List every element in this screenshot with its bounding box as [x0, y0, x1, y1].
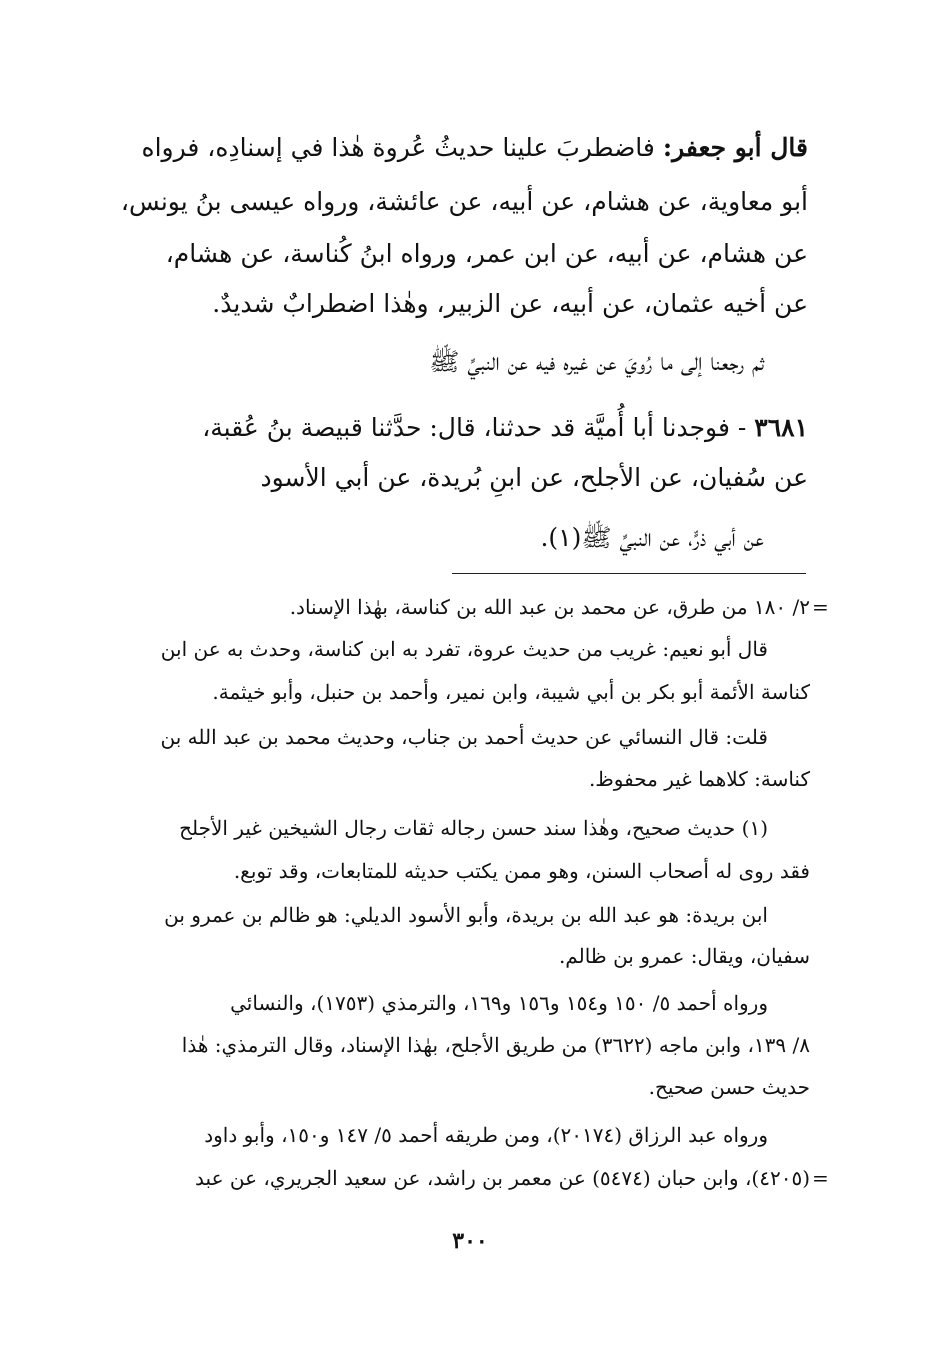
main-paragraph-line [142, 128, 809, 168]
hadith-number: ٣٦٨١ [754, 413, 808, 442]
footnote-line: ابن بريدة: هو عبد الله بن بريدة، وأبو الأسود الديلي: هو ظالم بن عمرو بن [164, 903, 768, 927]
continuation-marker: = [812, 1166, 829, 1190]
main-paragraph-line: عن أخيه عثمان، عن أبيه، عن الزبير، وهٰذا اضطرابٌ شديدٌ. [212, 289, 808, 318]
footnote-line: ٨/ ١٣٩، وابن ماجه (٣٦٢٢) من طريق الأجلح، بهٰذا الإسناد، وقال الترمذي: هٰذا [181, 1033, 810, 1057]
footnote-line: سفيان، ويقال: عمرو بن ظالم. [558, 944, 810, 968]
hadith-line-text: - فوجدنا أبا أُميَّة قد حدثنا، قال: حدَّثنا قبيصة بنُ عُقبة، [202, 413, 747, 442]
footnote-line: كناسة: كلاهما غير محفوظ. [588, 767, 810, 791]
footnote-line: (٤٢٠٥)، وابن حبان (٥٤٧٤) عن معمر بن راشد، عن سعيد الجريري، عن عبد [195, 1166, 810, 1190]
main-paragraph-line: عن هشام، عن أبيه، عن ابن عمر، ورواه ابنُ كُناسة، عن هشام، [165, 239, 808, 268]
footnote-line: (١) حديث صحيح، وهٰذا سند حسن رجاله ثقات رجال الشيخين غير الأجلح [179, 816, 768, 840]
main-paragraph-line: أبو معاوية، عن هشام، عن أبيه، عن عائشة، ورواه عيسى بنُ يونس، [120, 187, 808, 216]
hadith-line: عن سُفيان، عن الأجلح، عن ابنِ بُريدة، عن أبي الأسود [260, 463, 808, 492]
hadith-line: عن أبي ذرٍّ، عن النبيِّ ﷺ(١). [540, 523, 764, 552]
footnote-line: ٢/ ١٨٠ من طرق، عن محمد بن عبد الله بن كناسة، بهٰذا الإسناد. [289, 595, 810, 619]
continuation-marker: = [812, 595, 829, 619]
hadith-line [202, 408, 808, 448]
footnote-line: كناسة الأئمة أبو بكر بن أبي شيبة، وابن نمير، وأحمد بن حنبل، وأبو خيثمة. [212, 680, 810, 704]
main-line-text: فاضطربَ علينا حديثُ عُروة هٰذا في إسنادِه، فرواه [141, 133, 655, 162]
footnote-line: حديث حسن صحيح. [648, 1075, 810, 1099]
footnote-line: قلت: قال النسائي عن حديث أحمد بن جناب، وحديث محمد بن عبد الله بن [160, 725, 768, 749]
page-number: ٣٠٠ [452, 1228, 488, 1254]
footnote-line: ورواه عبد الرزاق (٢٠١٧٤)، ومن طريقه أحمد ٥/ ١٤٧ و١٥٠، وأبو داود [204, 1123, 768, 1147]
footnote-line: قال أبو نعيم: غريب من حديث عروة، تفرد به ابن كناسة، وحدث به عن ابن [160, 637, 768, 661]
main-paragraph-line: ثم رجعنا إلى ما رُويَ عن غيره فيه عن النبيِّ ﷺ [429, 347, 764, 376]
footnote-line: ورواه أحمد ٥/ ١٥٠ و١٥٤ و١٥٦ و١٦٩، والترمذي (١٧٥٣)، والنسائي [230, 991, 768, 1015]
footnote-line: فقد روى له أصحاب السنن، وهو ممن يكتب حديثه للمتابعات، وقد توبع. [233, 859, 810, 883]
footnote-separator [452, 573, 806, 574]
speaker-label: قال أبو جعفر: [662, 133, 808, 162]
